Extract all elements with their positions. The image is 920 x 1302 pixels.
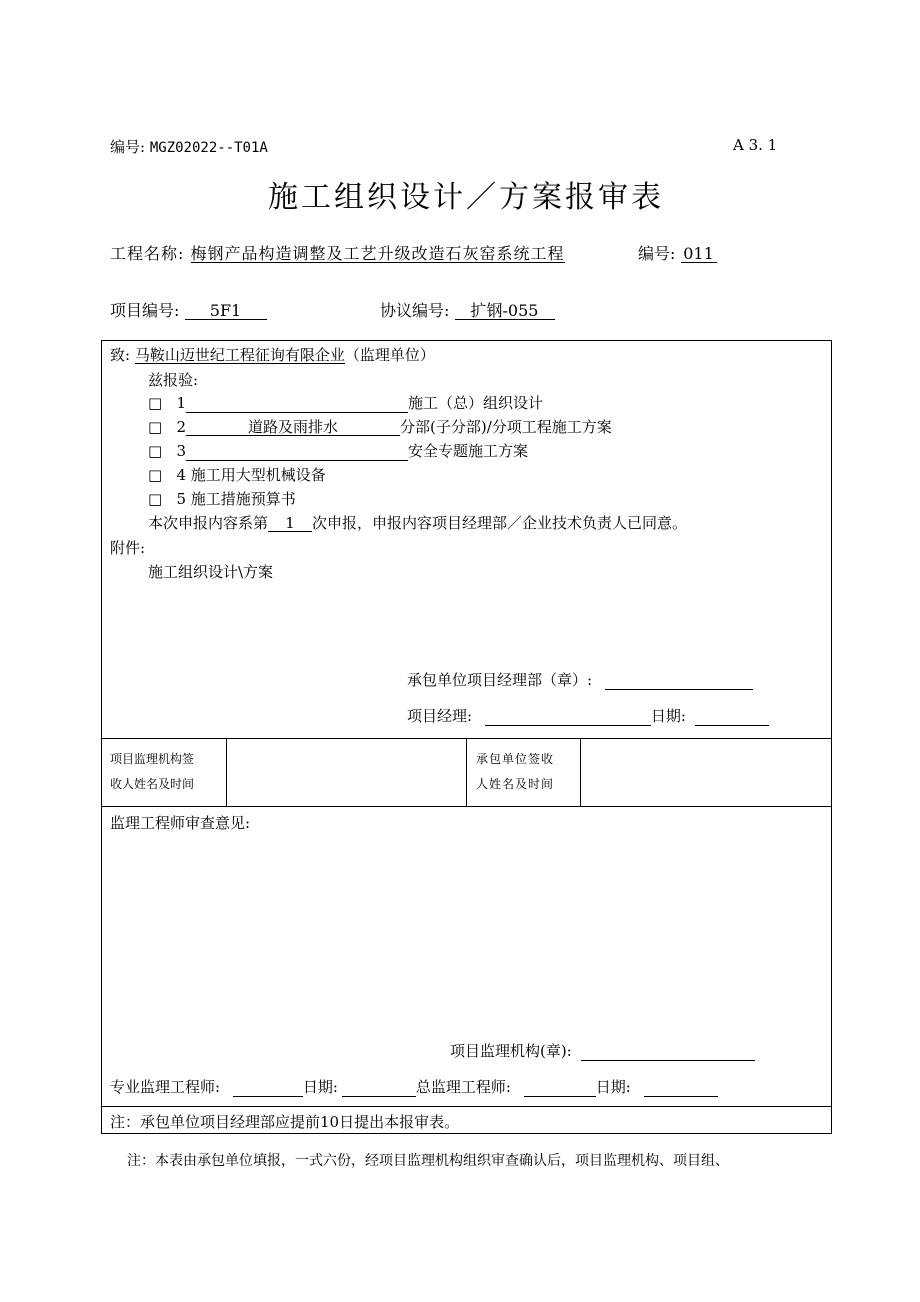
divider — [226, 738, 227, 806]
chief-date-label: 日期: — [595, 1078, 631, 1096]
item-2-text: 分部(子分部)/分项工程施工方案 — [400, 418, 612, 436]
divider — [580, 738, 581, 806]
form-number: A 3. 1 — [733, 136, 778, 154]
item-no-value: 5F1 — [185, 303, 267, 320]
checklist-item-3 — [148, 440, 528, 461]
item-no-label: 项目编号: — [110, 301, 180, 320]
addressee-suffix: （监理单位） — [344, 346, 435, 364]
attachment-label: 附件: — [110, 539, 146, 557]
item-5-text: 5 施工措施预算书 — [176, 490, 296, 508]
contractor-receipt-label — [476, 747, 554, 797]
intro-text: 兹报验: — [148, 371, 199, 389]
item-1-text: 施工（总）组织设计 — [408, 394, 544, 412]
review-opinion-label: 监理工程师审查意见: — [110, 814, 251, 832]
chief-engineer-label: 总监理工程师: — [415, 1078, 511, 1096]
form-code-label: 编号: — [110, 138, 146, 156]
project-name-label: 工程名称: — [110, 244, 185, 263]
manager-date-label: 日期: — [650, 707, 686, 725]
checkbox-5[interactable]: □ — [148, 490, 163, 508]
declaration-count: 1 — [268, 515, 312, 532]
contractor-stamp-label: 承包单位项目经理部（章）: — [407, 671, 593, 689]
agreement-no-value: 扩钢-055 — [455, 303, 555, 320]
supervision-stamp-row — [450, 1040, 755, 1061]
item-2-number: 2 — [176, 418, 187, 436]
engineer-date-label: 日期: — [302, 1078, 338, 1096]
supervisor-receipt-line-1: 项目监理机构签 — [110, 752, 195, 766]
page-title: 施工组织设计／方案报审表 — [268, 180, 664, 215]
checklist-item-4 — [148, 464, 326, 485]
supervisor-receipt-label — [110, 747, 194, 797]
agreement-no-row — [380, 298, 555, 321]
item-2-fill: 道路及雨排水 — [186, 419, 400, 436]
checklist-item-2 — [148, 416, 612, 437]
manager-label: 项目经理: — [407, 707, 473, 725]
manager-row — [407, 705, 769, 726]
project-no-value: 011 — [681, 246, 717, 263]
table-note: 注：承包单位项目经理部应提前10日提出本报审表。 — [110, 1113, 460, 1131]
checkbox-2[interactable]: □ — [148, 418, 163, 436]
item-4-text: 4 施工用大型机械设备 — [176, 466, 326, 484]
signature-row — [110, 1076, 718, 1097]
contractor-stamp-row — [407, 669, 753, 690]
addressee-label: 致: — [110, 346, 131, 364]
addressee-value: 马鞍山迈世纪工程征询有限企业 — [134, 346, 345, 364]
declaration-row — [148, 512, 687, 533]
footer-note: 注：本表由承包单位填报，一式六份，经项目监理机构组织审查确认后，项目监理机构、项目组、 — [127, 1153, 729, 1169]
declaration-prefix: 本次申报内容系第 — [148, 514, 269, 532]
engineer-label: 专业监理工程师: — [110, 1078, 221, 1096]
item-3-text: 安全专题施工方案 — [408, 442, 529, 460]
divider — [101, 1106, 832, 1107]
item-3-number: 3 — [176, 442, 187, 460]
project-no-label: 编号: — [638, 244, 676, 263]
contractor-receipt-line-1: 承包单位签收 — [476, 752, 555, 766]
item-1-number: 1 — [176, 394, 187, 412]
checkbox-1[interactable]: □ — [148, 394, 163, 412]
agreement-no-label: 协议编号: — [380, 301, 450, 320]
form-code — [110, 136, 268, 157]
supervisor-receipt-line-2: 收人姓名及时间 — [110, 777, 195, 791]
supervision-stamp-label: 项目监理机构(章): — [450, 1042, 572, 1060]
item-no-row — [110, 298, 267, 321]
checklist-item-5 — [148, 488, 296, 509]
attachment-value: 施工组织设计\方案 — [148, 563, 274, 581]
project-no-row — [638, 241, 717, 264]
contractor-receipt-line-2: 人姓名及时间 — [476, 777, 555, 791]
checkbox-4[interactable]: □ — [148, 466, 163, 484]
checklist-item-1 — [148, 392, 543, 413]
project-name-value: 梅钢产品构造调整及工艺升级改造石灰窑系统工程 — [190, 244, 565, 263]
project-name-row — [110, 241, 565, 264]
addressee-row — [110, 344, 435, 365]
declaration-suffix: 次申报，申报内容项目经理部／企业技术负责人已同意。 — [312, 514, 688, 532]
divider — [101, 806, 832, 807]
divider — [466, 738, 467, 806]
form-code-value: MGZ02022--T01A — [149, 140, 268, 156]
checkbox-3[interactable]: □ — [148, 442, 163, 460]
